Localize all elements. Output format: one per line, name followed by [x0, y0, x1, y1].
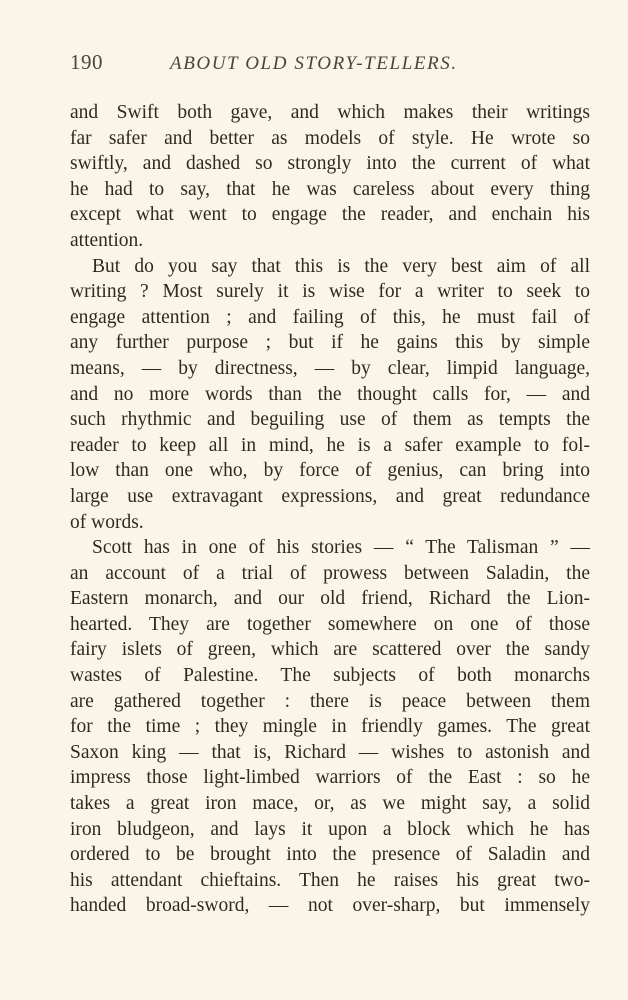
text-line: impress those light-limbed warriors of the East : so he — [70, 767, 590, 789]
text-line: are gathered together : there is peace between them — [70, 690, 590, 712]
text-line: Scott has in one of his stories — “ The Talisman ” — — [92, 537, 590, 559]
text-line: handed broad-sword, — not over-sharp, but immensely — [70, 895, 590, 917]
text-line: iron bludgeon, and lays it upon a block which he has — [70, 818, 590, 840]
text-line: an account of a trial of prowess between Saladin, the — [70, 562, 590, 584]
text-line: swiftly, and dashed so strongly into the current of what — [70, 153, 590, 175]
text-line: hearted. They are together somewhere on one of those — [70, 613, 590, 635]
body-text — [70, 100, 590, 919]
text-line: means, — by directness, — by clear, limpid language, — [70, 357, 590, 379]
text-line: except what went to engage the reader, and enchain his — [70, 204, 590, 226]
text-line: takes a great iron mace, or, as we might say, a solid — [70, 793, 590, 815]
text-line: wastes of Palestine. The subjects of both monarchs — [70, 665, 590, 687]
page-number: 190 — [70, 50, 103, 74]
text-line: far safer and better as models of style. He wrote so — [70, 127, 590, 149]
text-line: and no more words than the thought calls for, — and — [70, 383, 590, 405]
text-line: and Swift both gave, and which makes their writings — [70, 102, 590, 123]
text-line: writing ? Most surely it is wise for a writer to seek to — [70, 281, 590, 303]
text-line: low than one who, by force of genius, can bring into — [70, 460, 590, 482]
text-line: his attendant chieftains. Then he raises his great two- — [70, 869, 590, 891]
book-page — [70, 50, 590, 919]
text-line: Saxon king — that is, Richard — wishes to astonish and — [70, 741, 590, 763]
running-head — [70, 50, 590, 80]
running-title: ABOUT OLD STORY-TELLERS. — [170, 53, 458, 74]
text-line: reader to keep all in mind, he is a safer example to fol- — [70, 434, 590, 456]
text-line: for the time ; they mingle in friendly games. The great — [70, 716, 590, 738]
text-line: of words. — [70, 511, 144, 533]
text-line: But do you say that this is the very best aim of all — [92, 255, 590, 277]
text-line: large use extravagant expressions, and great redundance — [70, 485, 590, 507]
text-line: engage attention ; and failing of this, he must fail of — [70, 306, 590, 328]
text-line: attention. — [70, 229, 144, 251]
text-line: fairy islets of green, which are scattered over the sandy — [70, 639, 590, 661]
text-line: such rhythmic and beguiling use of them as tempts the — [70, 409, 590, 431]
text-line: he had to say, that he was careless about every thing — [70, 178, 590, 200]
text-line: ordered to be brought into the presence of Saladin and — [70, 844, 590, 866]
text-line: Eastern monarch, and our old friend, Richard the Lion- — [70, 588, 590, 610]
text-line: any further purpose ; but if he gains this by simple — [70, 332, 590, 354]
